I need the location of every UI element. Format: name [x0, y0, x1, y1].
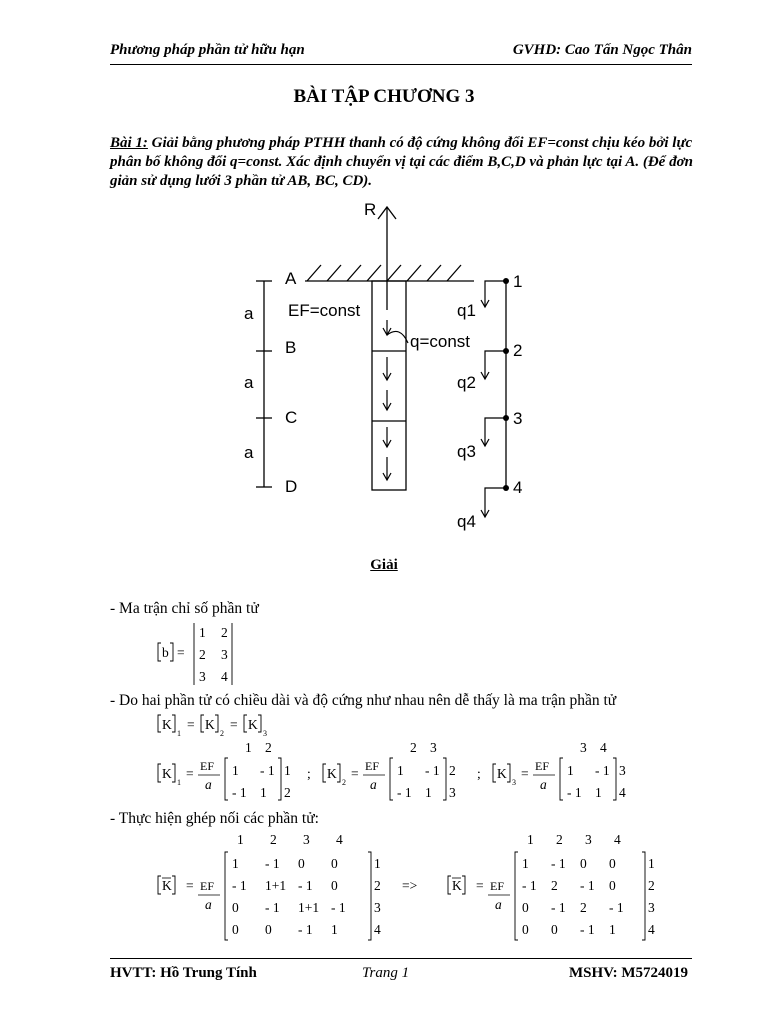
- point-b-label: B: [285, 338, 297, 357]
- svg-text:K: K: [162, 717, 172, 732]
- column-index: 4: [336, 832, 343, 847]
- column-index: 1: [527, 832, 534, 847]
- implies-arrow: =>: [402, 878, 418, 893]
- svg-text:3: 3: [263, 729, 267, 738]
- k-symbol: K: [497, 766, 507, 781]
- dof-q1-label: q1: [457, 301, 476, 320]
- separator: ;: [307, 766, 311, 781]
- bracket: [278, 758, 281, 800]
- index-matrix: [150, 620, 260, 688]
- k-element-cell: - 1: [397, 785, 412, 800]
- solution-heading: Giải: [370, 557, 398, 573]
- k-global-cell: - 1: [580, 878, 595, 893]
- bar: [372, 281, 406, 490]
- step-assembly: - Thực hiện ghép nối các phần tử:: [110, 810, 319, 827]
- distributed-load-arrows: [383, 320, 391, 480]
- reaction-label: R: [364, 200, 377, 219]
- column-index: 1: [245, 740, 252, 755]
- node-4-label: 4: [513, 478, 523, 497]
- bracket: [642, 852, 645, 940]
- footer-student: HVTT: Hồ Trung Tính: [110, 965, 257, 981]
- dof-q2-label: q2: [457, 373, 476, 392]
- k-global-cell: 0: [551, 922, 558, 937]
- svg-text:=: =: [230, 717, 238, 732]
- dof-arrows: [481, 281, 506, 517]
- k-global-cell: - 1: [232, 878, 247, 893]
- bracket: [507, 764, 510, 782]
- k-global-cell: 1+1: [298, 900, 320, 915]
- column-index: 2: [410, 740, 417, 755]
- k-global-cell: 0: [609, 878, 616, 893]
- bar-diagram: [230, 195, 540, 535]
- k-element-cell: - 1: [232, 785, 247, 800]
- a-denominator: a: [370, 777, 377, 792]
- k-global-cell: 1: [331, 922, 338, 937]
- k-element-cell: 1: [397, 763, 404, 778]
- svg-text:=: =: [177, 645, 185, 660]
- k-global-cell: 2: [551, 878, 558, 893]
- k-global-cell: - 1: [331, 900, 346, 915]
- k-global-cell: 1: [522, 856, 529, 871]
- k-global-cell: 0: [265, 922, 272, 937]
- segment-label: a: [244, 443, 254, 462]
- bracket: [323, 764, 326, 782]
- bracket: [172, 876, 175, 894]
- row-index: 3: [619, 763, 626, 778]
- row-index: 1: [284, 763, 291, 778]
- svg-text:1: 1: [177, 729, 181, 738]
- separator: ;: [477, 766, 481, 781]
- ef-numerator: EF: [365, 759, 380, 773]
- page-number: Trang 1: [362, 965, 410, 981]
- bracket: [613, 758, 616, 800]
- element-stiffness-matrices: [150, 738, 650, 810]
- footer-rule: [110, 958, 692, 959]
- k-global-cell: 0: [331, 856, 338, 871]
- k-global-cell: 1: [232, 856, 239, 871]
- equals: =: [186, 766, 194, 781]
- bracket: [390, 758, 393, 800]
- k-element-cell: 1: [595, 785, 602, 800]
- k-element-cell: - 1: [425, 763, 440, 778]
- row-index: 4: [648, 922, 655, 937]
- point-c-label: C: [285, 408, 298, 427]
- bracket: [560, 758, 563, 800]
- bracket: [493, 764, 496, 782]
- row-index: 2: [648, 878, 655, 893]
- k-global-cell: - 1: [298, 878, 313, 893]
- b-symbol: b: [162, 645, 169, 660]
- a-denominator: a: [205, 777, 212, 792]
- k-symbol: K: [452, 878, 462, 893]
- k-global-cell: 0: [298, 856, 305, 871]
- bracket: [337, 764, 340, 782]
- k-symbol: K: [162, 766, 172, 781]
- k-global-cell: - 1: [298, 922, 313, 937]
- column-index: 3: [585, 832, 592, 847]
- step-same-elements: - Do hai phần tử có chiều dài và độ cứng như nhau nên dễ thấy là ma trận phần tử: [110, 692, 617, 709]
- k-global-cell: 0: [522, 900, 529, 915]
- problem-statement: [110, 134, 694, 191]
- row-index: 3: [374, 900, 381, 915]
- bracket: [225, 758, 228, 800]
- bracket: [172, 764, 175, 782]
- k-global-cell: 0: [609, 856, 616, 871]
- problem-label: Bài 1:: [110, 135, 148, 151]
- b-matrix-cell: 1: [199, 625, 206, 640]
- ef-numerator: EF: [490, 879, 505, 893]
- k-element-cell: - 1: [260, 763, 275, 778]
- header-instructor: GVHD: Cao Tấn Ngọc Thân: [512, 42, 692, 58]
- ef-numerator: EF: [200, 759, 215, 773]
- node-2-label: 2: [513, 341, 523, 360]
- b-matrix-cell: 2: [199, 647, 206, 662]
- column-index: 1: [237, 832, 244, 847]
- b-matrix-cell: 3: [221, 647, 228, 662]
- equals: =: [521, 766, 529, 781]
- row-index: 3: [648, 900, 655, 915]
- svg-text:K: K: [248, 717, 258, 732]
- k-global-cell: 0: [331, 878, 338, 893]
- stiffness-label: EF=const: [288, 301, 361, 320]
- header-course: Phương pháp phần tử hữu hạn: [110, 42, 305, 58]
- b-matrix-cell: 3: [199, 669, 206, 684]
- column-index: 2: [265, 740, 272, 755]
- k-element-cell: 1: [260, 785, 267, 800]
- k-global-cell: 1: [609, 922, 616, 937]
- k-global-cell: 0: [232, 900, 239, 915]
- equals: =: [186, 878, 194, 893]
- k-subscript: 1: [177, 778, 181, 787]
- svg-text:=: =: [187, 717, 195, 732]
- dof-q3-label: q3: [457, 442, 476, 461]
- row-index: 4: [374, 922, 381, 937]
- fixed-support-hatching: [307, 265, 461, 281]
- b-matrix-cells: [199, 625, 228, 684]
- point-a-label: A: [285, 269, 297, 288]
- k-global-cell: - 1: [265, 900, 280, 915]
- bracket: [158, 876, 161, 894]
- k-global-cell: - 1: [265, 856, 280, 871]
- k-subscript: 2: [342, 778, 346, 787]
- bracket: [448, 876, 451, 894]
- bracket: [368, 852, 371, 940]
- column-index: 2: [270, 832, 277, 847]
- bracket: [515, 852, 518, 940]
- row-index: 1: [648, 856, 655, 871]
- node-3-label: 3: [513, 409, 523, 428]
- dof-q4-label: q4: [457, 512, 476, 531]
- segment-label: a: [244, 373, 254, 392]
- row-index: 2: [284, 785, 291, 800]
- row-index: 3: [449, 785, 456, 800]
- bracket: [158, 764, 161, 782]
- k-global-cell: - 1: [522, 878, 537, 893]
- row-index: 2: [449, 763, 456, 778]
- k-symbol: K: [162, 878, 172, 893]
- k-subscript: 3: [512, 778, 516, 787]
- k-global-cell: 0: [232, 922, 239, 937]
- column-index: 4: [600, 740, 607, 755]
- k-element-cell: 1: [232, 763, 239, 778]
- k-global-cell: 0: [522, 922, 529, 937]
- b-matrix-cell: 2: [221, 625, 228, 640]
- problem-text: Giải bằng phương pháp PTHH thanh có độ cứng không đổi EF=const chịu kéo bởi lực phân bố không đổi q=const. Xác định chuyển vị tại các điểm B,C,D và phản lực tại A. (Để đơn giản sử dụng lưới 3 phần tử AB, BC, CD).: [110, 135, 693, 189]
- k-global-cell: - 1: [580, 922, 595, 937]
- a-denominator: a: [540, 777, 547, 792]
- k-global-cell: 2: [580, 900, 587, 915]
- bracket: [462, 876, 465, 894]
- node-1-label: 1: [513, 272, 523, 291]
- k-symbol: K: [327, 766, 337, 781]
- column-index: 3: [580, 740, 587, 755]
- k-global-cell: 0: [580, 856, 587, 871]
- bracket: [443, 758, 446, 800]
- element-equality: [150, 710, 280, 738]
- k-global-cell: - 1: [551, 900, 566, 915]
- segment-label: a: [244, 304, 254, 323]
- row-index: 2: [374, 878, 381, 893]
- header-rule: [110, 64, 692, 65]
- footer-student-id: MSHV: M5724019: [568, 965, 688, 981]
- k-global-cell: - 1: [551, 856, 566, 871]
- k-element-cell: 1: [425, 785, 432, 800]
- page-title: BÀI TẬP CHƯƠNG 3: [293, 86, 475, 107]
- equals: =: [351, 766, 359, 781]
- column-index: 2: [556, 832, 563, 847]
- column-index: 3: [303, 832, 310, 847]
- column-index: 3: [430, 740, 437, 755]
- bracket: [225, 852, 228, 940]
- k-element-cell: - 1: [595, 763, 610, 778]
- svg-text:2: 2: [220, 729, 224, 738]
- a-denominator: a: [495, 897, 502, 912]
- k-element-cell: - 1: [567, 785, 582, 800]
- b-matrix-cell: 4: [221, 669, 228, 684]
- step-index-matrix: - Ma trận chỉ số phần tử: [110, 600, 259, 617]
- k-global-cell: 1+1: [265, 878, 287, 893]
- row-index: 1: [374, 856, 381, 871]
- row-index: 4: [619, 785, 626, 800]
- equals: =: [476, 878, 484, 893]
- load-label: q=const: [410, 332, 471, 351]
- k-global-cell: - 1: [609, 900, 624, 915]
- column-index: 4: [614, 832, 621, 847]
- svg-text:K: K: [205, 717, 215, 732]
- k-element-cell: 1: [567, 763, 574, 778]
- global-stiffness-matrices: [150, 828, 655, 946]
- a-denominator: a: [205, 897, 212, 912]
- point-d-label: D: [285, 477, 298, 496]
- ef-numerator: EF: [200, 879, 215, 893]
- ef-numerator: EF: [535, 759, 550, 773]
